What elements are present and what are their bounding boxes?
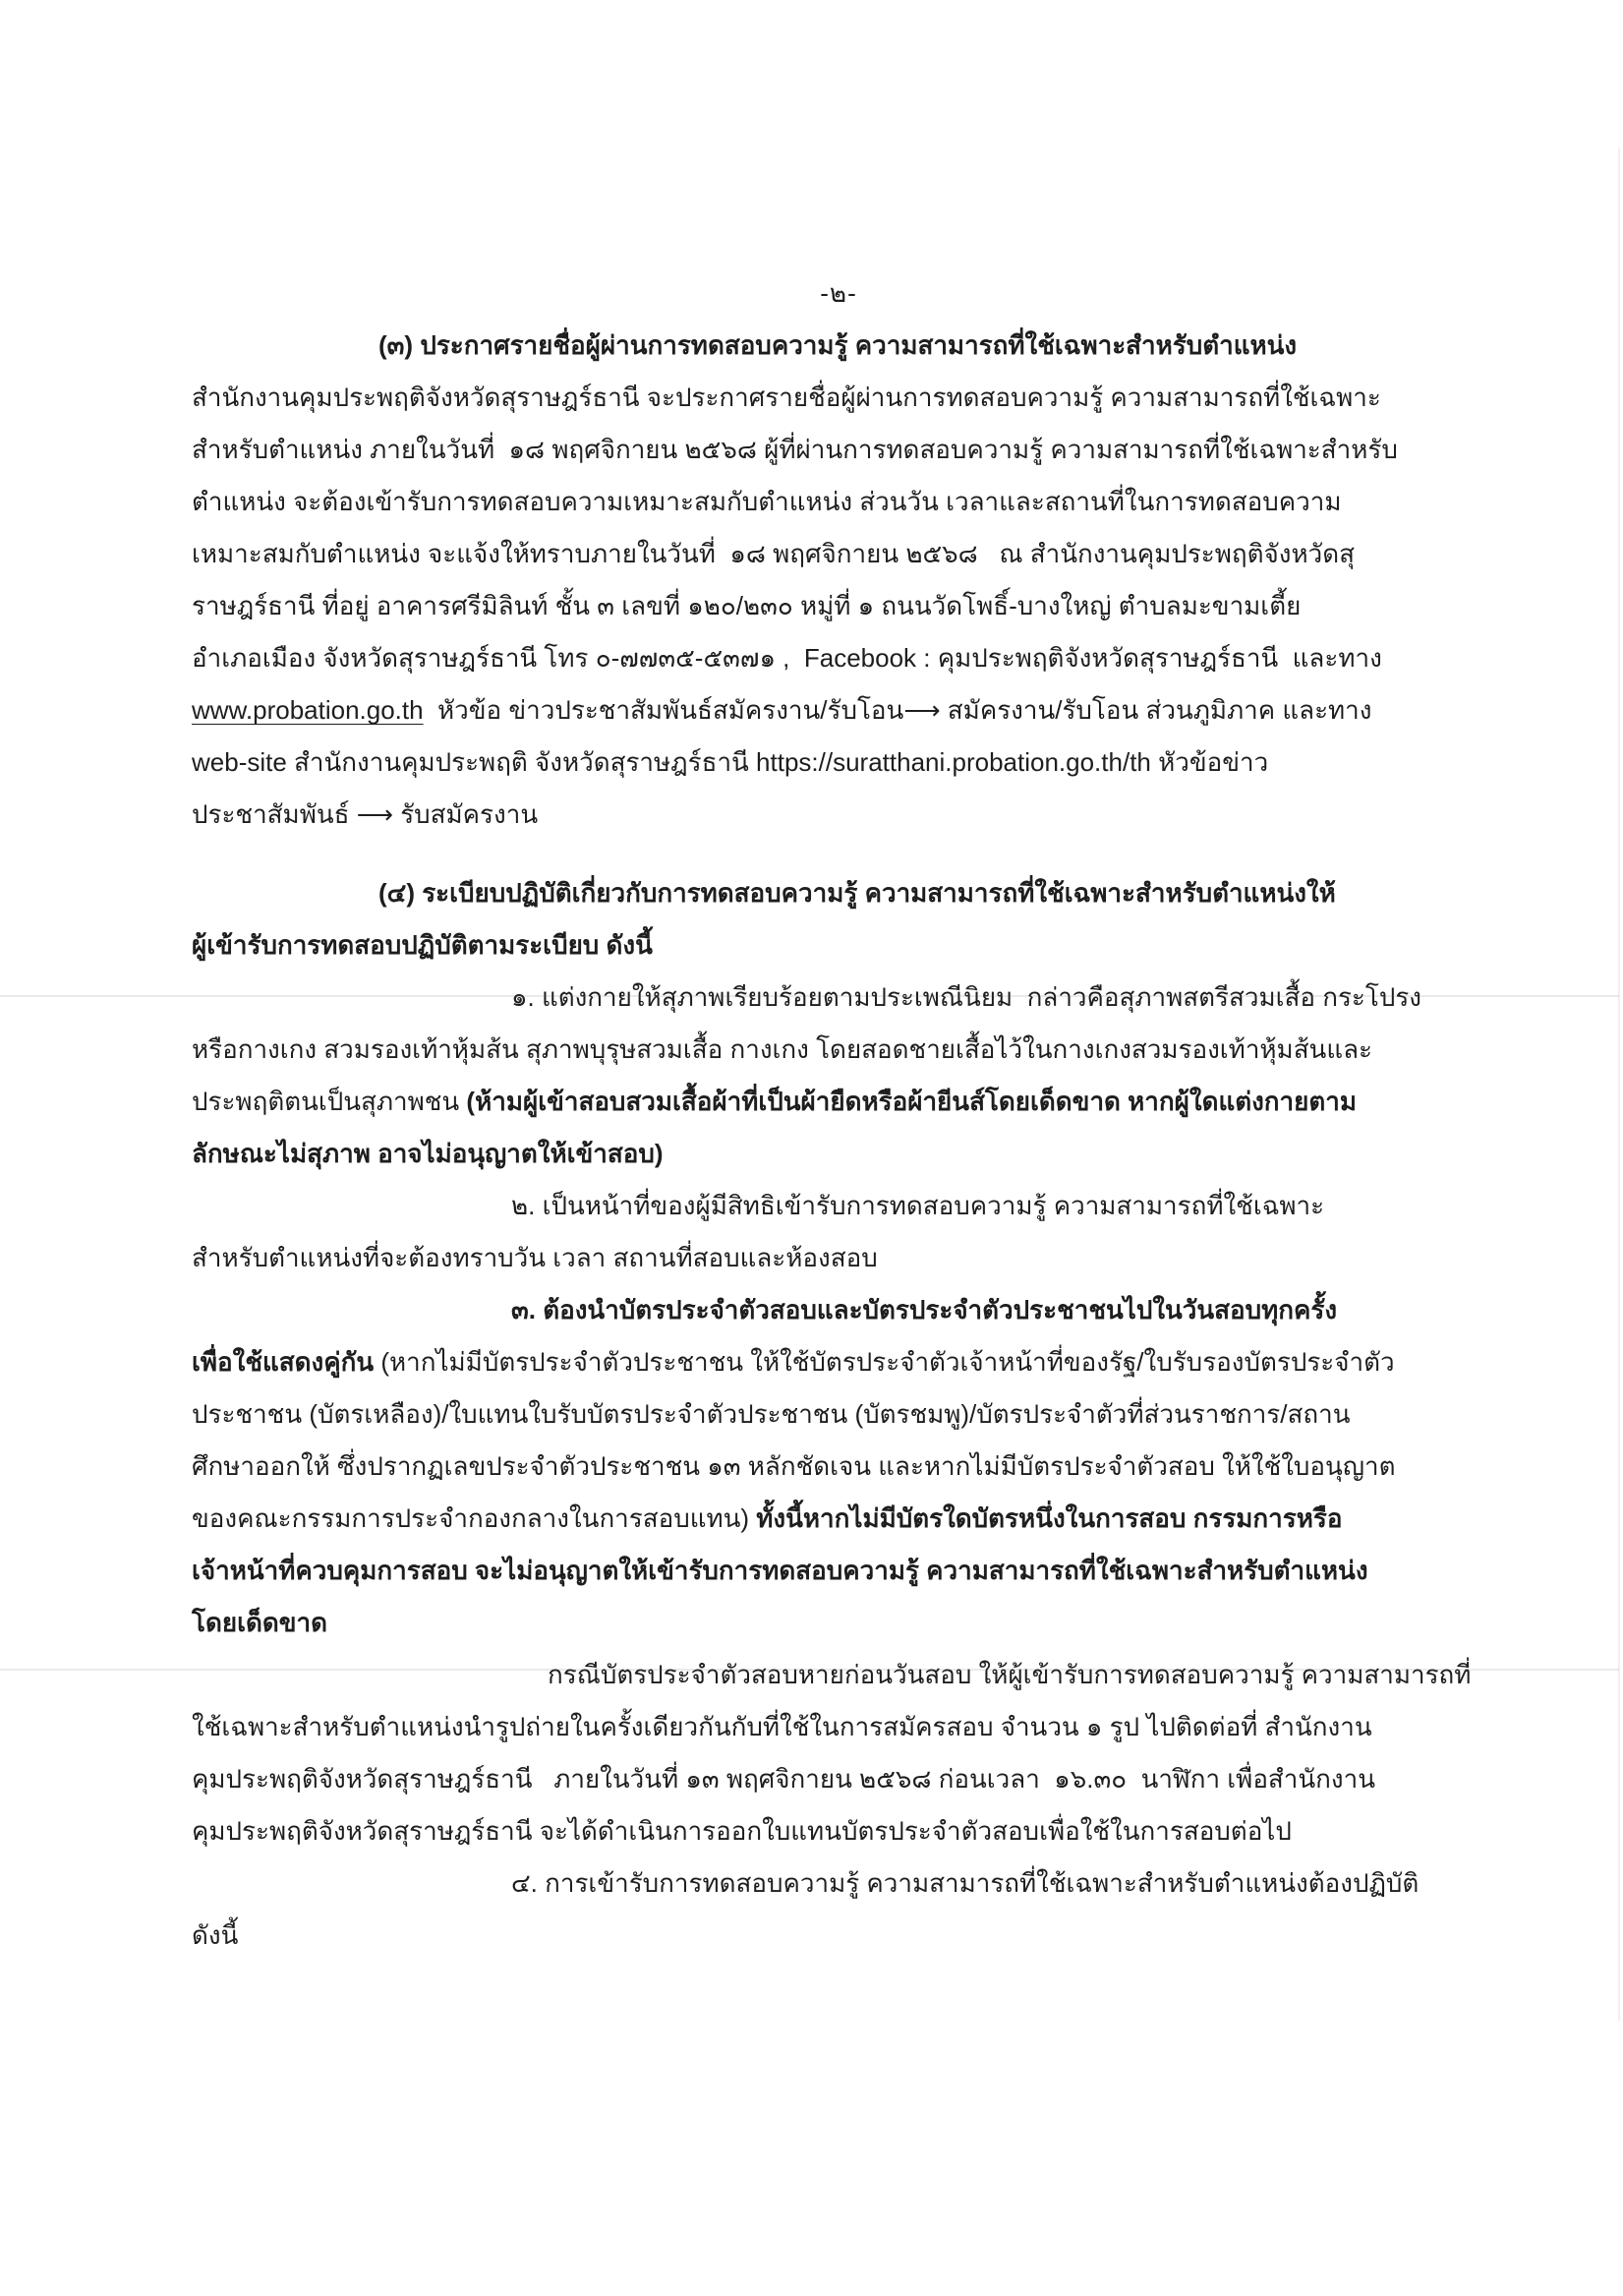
text-run: สำนักงานคุมประพฤติจังหวัดสุราษฎร์ธานี จะประกาศรายชื่อผู้ผ่านการทดสอบความรู้ ความสามารถที่ใช้เฉพาะ: [192, 383, 1381, 412]
rule-3-line: [192, 1441, 1485, 1493]
text-run: (หากไม่มีบัตรประจำตัวประชาชน ให้ใช้บัตรประจำตัวเจ้าหน้าที่ของรัฐ/ใบรับรองบัตรประจำตัว: [380, 1347, 1395, 1377]
text-run: ๓. ต้องนำบัตรประจำตัวสอบและบัตรประจำตัวประชาชนไปในวันสอบทุกครั้ง: [511, 1295, 1338, 1325]
text-run: หัวข้อ ข่าวประชาสัมพันธ์สมัครงาน/รับโอน⟶ สมัครงาน/รับโอน ส่วนภูมิภาค และทาง: [423, 695, 1372, 725]
text-run: ๑. แต่งกายให้สุภาพเรียบร้อยตามประเพณีนิยม กล่าวคือสุภาพสตรีสวมเสื้อ กระโปรง: [511, 982, 1421, 1012]
text-run: เจ้าหน้าที่ควบคุมการสอบ จะไม่อนุญาตให้เข้ารับการทดสอบความรู้ ความสามารถที่ใช้เฉพาะสำหรับตำแหน่ง: [192, 1556, 1368, 1585]
text-run: (ห้ามผู้เข้าสอบสวมเสื้อผ้าที่เป็นผ้ายืดหรือผ้ายีนส์โดยเด็ดขาด หากผู้ใดแต่งกายตาม: [466, 1087, 1357, 1116]
text-run: ของคณะกรรมการประจำกองกลางในการสอบแทน): [192, 1503, 757, 1533]
section-3-body-line: [192, 528, 1485, 580]
rule-1-line: [192, 1024, 1485, 1076]
section-4-heading: [192, 867, 1485, 919]
rule-4-line: [192, 1910, 1485, 1962]
text-run: ดังนี้: [192, 1920, 239, 1950]
rule-4-line: [192, 1857, 1485, 1910]
document-body: [192, 320, 1485, 1962]
lost-card-paragraph-line: [192, 1805, 1485, 1857]
text-run: ประพฤติตนเป็นสุภาพชน: [192, 1087, 467, 1116]
lost-card-paragraph-line: [192, 1649, 1485, 1701]
text-run: กรณีบัตรประจำตัวสอบหายก่อนวันสอบ ให้ผู้เข้ารับการทดสอบความรู้ ความสามารถที่: [548, 1660, 1472, 1689]
text-run: คุมประพฤติจังหวัดสุราษฎร์ธานี ภายในวันที่ ๑๓ พฤศจิกายน ๒๕๖๘ ก่อนเวลา ๑๖.๓๐ นาฬิกา เพื่อสำนักงาน: [192, 1764, 1375, 1794]
link-text: www.probation.go.th: [192, 695, 424, 725]
rule-2-line: [192, 1180, 1485, 1232]
scan-artifact-edge: [1618, 147, 1620, 2021]
section-3-body-line: [192, 684, 1485, 736]
scan-artifact-line: [0, 1669, 1619, 1671]
section-3-body-line: [192, 372, 1485, 424]
text-run: ศึกษาออกให้ ซึ่งปรากฏเลขประจำตัวประชาชน ๑๓ หลักชัดเจน และหากไม่มีบัตรประจำตัวสอบ ให้ใช้ใบอนุญาต: [192, 1451, 1396, 1481]
section-3-body-line: [192, 736, 1485, 789]
section-3-body-line: [192, 476, 1485, 528]
text-run: ราษฎร์ธานี ที่อยู่ อาคารศรีมิลินท์ ชั้น ๓ เลขที่ ๑๒๐/๒๓๐ หมู่ที่ ๑ ถนนวัดโพธิ์-บางใหญ่ ตำบลมะขามเตี้ย: [192, 591, 1302, 620]
rule-1-line: [192, 1076, 1485, 1128]
rule-1-line: [192, 1128, 1485, 1180]
text-run: สำหรับตำแหน่ง ภายในวันที่ ๑๘ พฤศจิกายน ๒๕๖๘ ผู้ที่ผ่านการทดสอบความรู้ ความสามารถที่ใช้เฉพาะสำหรับ: [192, 435, 1398, 464]
text-run: ผู้เข้ารับการทดสอบปฏิบัติตามระเบียบ ดังนี้: [192, 930, 653, 960]
text-run: web-site สำนักงานคุมประพฤติ จังหวัดสุราษฎร์ธานี https://suratthani.probation.go.th/th หัวข้อข่าว: [192, 747, 1269, 777]
text-run: สำหรับตำแหน่งที่จะต้องทราบวัน เวลา สถานที่สอบและห้องสอบ: [192, 1243, 878, 1272]
section-3-body-line: [192, 424, 1485, 476]
rule-3-line: [192, 1493, 1485, 1545]
text-run: (๓) ประกาศรายชื่อผู้ผ่านการทดสอบความรู้ ความสามารถที่ใช้เฉพาะสำหรับตำแหน่ง: [378, 330, 1298, 360]
text-run: ๒. เป็นหน้าที่ของผู้มีสิทธิเข้ารับการทดสอบความรู้ ความสามารถที่ใช้เฉพาะ: [511, 1191, 1325, 1220]
rule-3-line: [192, 1545, 1485, 1597]
scan-artifact-line: [0, 995, 1619, 997]
lost-card-paragraph-line: [192, 1701, 1485, 1753]
text-run: เหมาะสมกับตำแหน่ง จะแจ้งให้ทราบภายในวันที่ ๑๘ พฤศจิกายน ๒๕๖๘ ณ สำนักงานคุมประพฤติจังหวัดสุ: [192, 539, 1355, 568]
text-run: ๔. การเข้ารับการทดสอบความรู้ ความสามารถที่ใช้เฉพาะสำหรับตำแหน่งต้องปฏิบัติ: [511, 1868, 1420, 1898]
lost-card-paragraph-line: [192, 1753, 1485, 1805]
rule-3-line: [192, 1388, 1485, 1441]
rule-3-line: [192, 1336, 1485, 1388]
text-run: ตำแหน่ง จะต้องเข้ารับการทดสอบความเหมาะสมกับตำแหน่ง ส่วนวัน เวลาและสถานที่ในการทดสอบความ: [192, 487, 1342, 516]
section-3-body-line: [192, 580, 1485, 632]
rule-1-line: [192, 971, 1485, 1024]
text-run: เพื่อใช้แสดงคู่กัน: [192, 1347, 381, 1377]
text-run: ลักษณะไม่สุภาพ อาจไม่อนุญาตให้เข้าสอบ): [192, 1139, 664, 1168]
text-run: ประชาสัมพันธ์ ⟶ รับสมัครงาน: [192, 799, 539, 829]
page-number: -๒-: [820, 278, 857, 308]
document-content-area: [192, 267, 1485, 1962]
rule-3-line: [192, 1597, 1485, 1649]
section-3-body-line: [192, 789, 1485, 841]
text-run: (๔) ระเบียบปฏิบัติเกี่ยวกับการทดสอบความรู้ ความสามารถที่ใช้เฉพาะสำหรับตำแหน่งให้: [378, 878, 1336, 908]
text-run: อำเภอเมือง จังหวัดสุราษฎร์ธานี โทร ๐-๗๗๓๕-๕๓๗๑ , Facebook : คุมประพฤติจังหวัดสุราษฎร์ธานี และทาง: [192, 643, 1382, 673]
section-3-body-line: [192, 632, 1485, 684]
text-run: ทั้งนี้หากไม่มีบัตรใดบัตรหนึ่งในการสอบ กรรมการหรือ: [756, 1503, 1343, 1533]
text-run: โดยเด็ดขาด: [192, 1608, 327, 1637]
rule-2-line: [192, 1232, 1485, 1284]
text-run: คุมประพฤติจังหวัดสุราษฎร์ธานี จะได้ดำเนินการออกใบแทนบัตรประจำตัวสอบเพื่อใช้ในการสอบต่อไป: [192, 1816, 1292, 1846]
rule-3-line: [192, 1284, 1485, 1336]
section-3-heading: [192, 320, 1485, 372]
text-run: ใช้เฉพาะสำหรับตำแหน่งนำรูปถ่ายในครั้งเดียวกันกับที่ใช้ในการสมัครสอบ จำนวน ๑ รูป ไปติดต่อที่ สำนักงาน: [192, 1712, 1372, 1741]
text-run: ประชาชน (บัตรเหลือง)/ใบแทนใบรับบัตรประจำตัวประชาชน (บัตรชมพู)/บัตรประจำตัวที่ส่วนราชการ/สถาน: [192, 1399, 1351, 1429]
section-4-heading-continued: [192, 919, 1485, 971]
text-run: หรือกางเกง สวมรองเท้าหุ้มส้น สุภาพบุรุษสวมเสื้อ กางเกง โดยสอดชายเสื้อไว้ในกางเกงสวมรองเท้าหุ้มส้นและ: [192, 1034, 1372, 1064]
